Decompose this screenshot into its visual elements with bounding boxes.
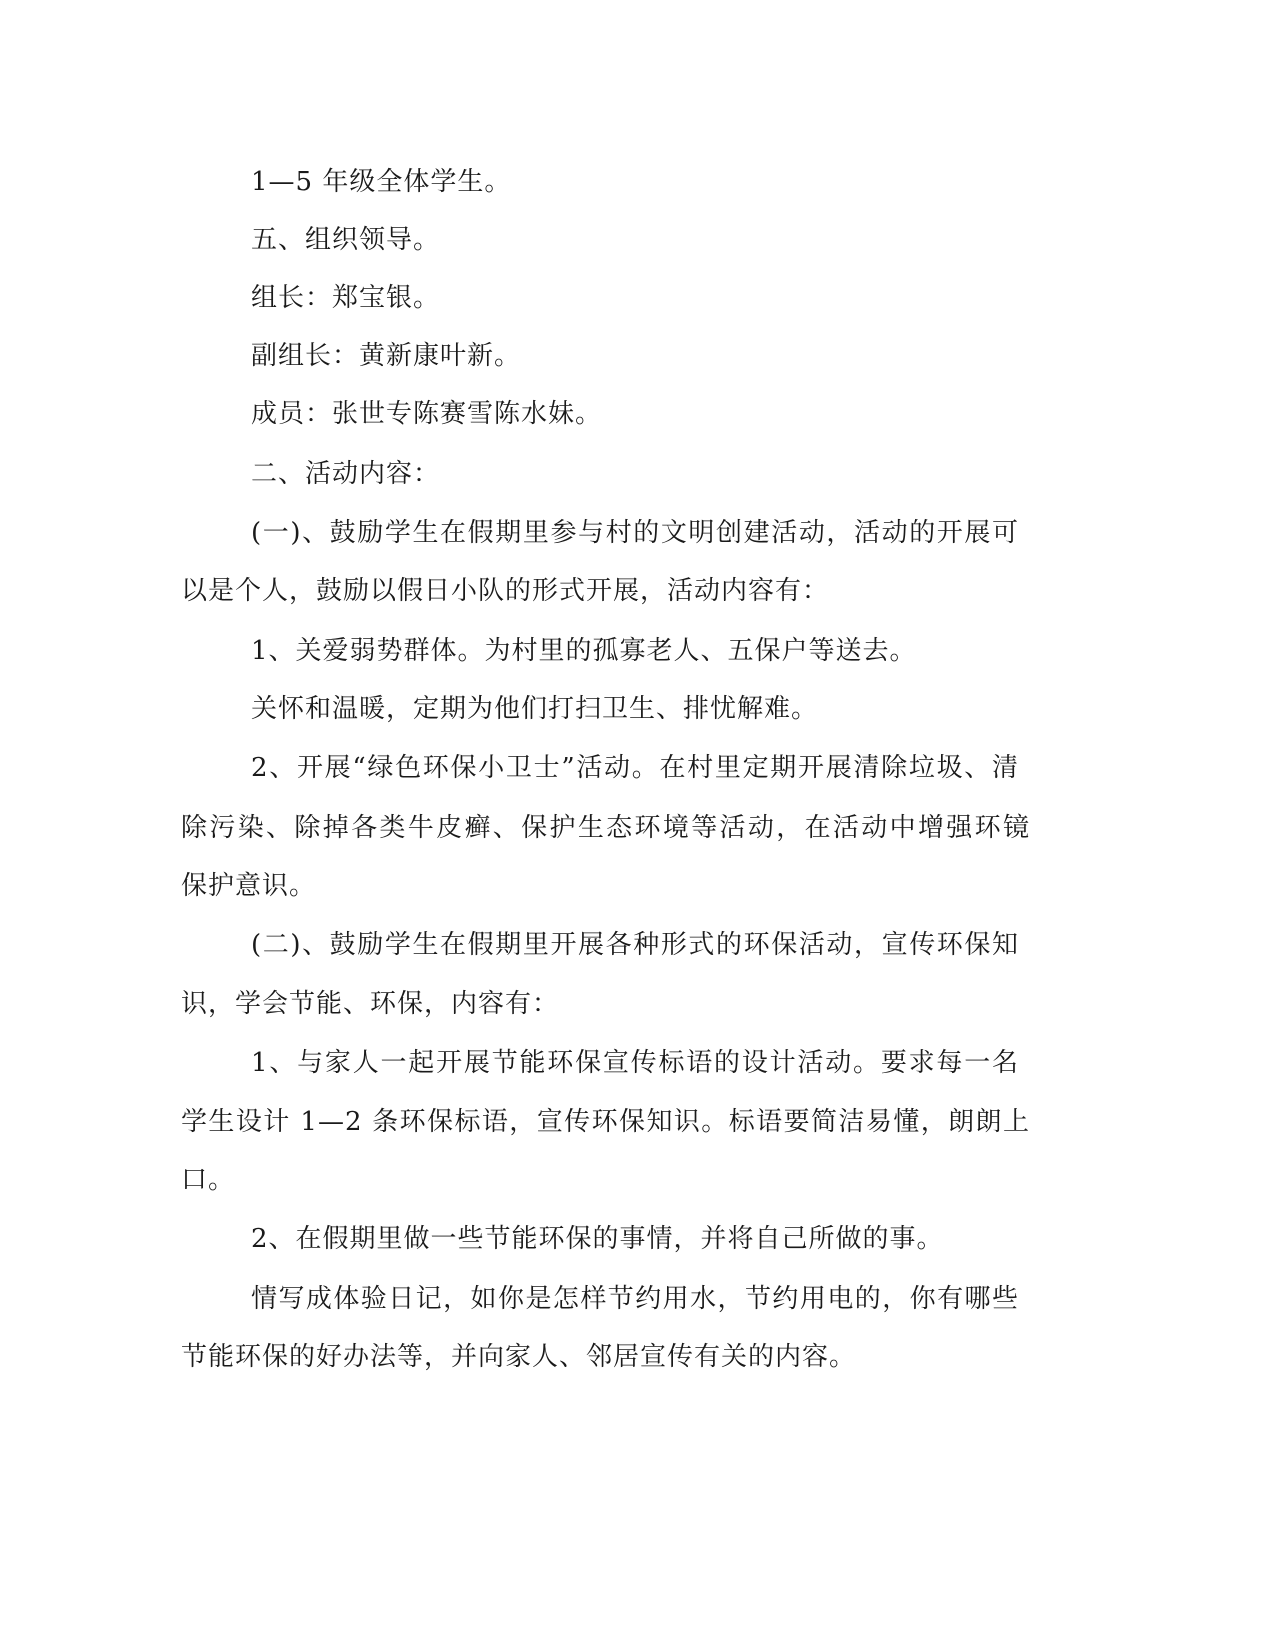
item-4-line-2: 情写成体验日记，如你是怎样节约用水，节约用电的，你有哪些	[251, 1284, 1019, 1314]
item-2-line-2: 除污染、除掉各类牛皮癣、保护生态环境等活动，在活动中增强环镜	[181, 813, 1030, 843]
heading-organization: 五、组织领导。	[251, 225, 441, 255]
item-1-line-2: 关怀和温暖，定期为他们打扫卫生、排忧解难。	[251, 694, 819, 724]
text-line-leader: 组长：郑宝银。	[251, 283, 441, 313]
item-3-line-1: 1、与家人一起开展节能环保宣传标语的设计活动。要求每一名	[251, 1048, 1019, 1078]
paragraph-2-line-2: 识，学会节能、环保，内容有：	[181, 989, 560, 1019]
item-4-line-1: 2、在假期里做一些节能环保的事情，并将自己所做的事。	[251, 1224, 944, 1254]
heading-activity-content: 二、活动内容：	[251, 459, 441, 489]
paragraph-2-line-1: (二)、鼓励学生在假期里开展各种形式的环保活动，宣传环保知	[251, 930, 1019, 960]
item-1-line-1: 1、关爱弱势群体。为村里的孤寡老人、五保户等送去。	[251, 636, 917, 666]
item-3-line-3: 口。	[181, 1165, 236, 1195]
text-line-members: 成员：张世专陈赛雪陈水妹。	[251, 399, 603, 429]
text-line-grade-scope: 1—5 年级全体学生。	[251, 167, 512, 197]
item-2-line-1: 2、开展“绿色环保小卫士”活动。在村里定期开展清除垃圾、清	[251, 753, 1019, 783]
item-3-line-2: 学生设计 1—2 条环保标语，宣传环保知识。标语要简洁易懂，朗朗上	[181, 1107, 1030, 1137]
item-2-line-3: 保护意识。	[181, 871, 317, 901]
paragraph-1-line-1: (一)、鼓励学生在假期里参与村的文明创建活动，活动的开展可	[251, 518, 1019, 548]
text-line-deputy-leader: 副组长：黄新康叶新。	[251, 341, 522, 371]
item-4-line-3: 节能环保的好办法等，并向家人、邻居宣传有关的内容。	[181, 1342, 857, 1372]
paragraph-1-line-2: 以是个人，鼓励以假日小队的形式开展，活动内容有：	[181, 576, 830, 606]
